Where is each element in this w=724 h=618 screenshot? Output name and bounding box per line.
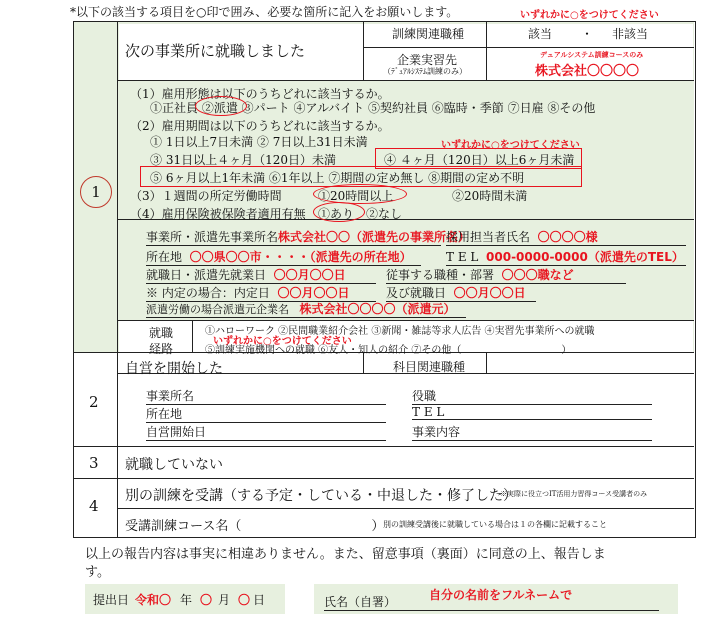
job-field[interactable] [386, 266, 626, 284]
top-note: *以下の該当する項目を○印で囲み、必要な箇所に記入をお願いします。 [70, 5, 459, 19]
start-date-label: 就職日・派遣先就業日 [146, 268, 267, 282]
dispatch-origin-label: 派遣労働の場合派遣元企業名 [146, 303, 289, 316]
section1-number: 1 [80, 176, 112, 208]
business-content-field[interactable]: 事業内容 [412, 423, 652, 441]
q2-option-5-8[interactable]: ⑤ 6ヶ月以上1年未満 ⑥1年以上 ⑦期間の定め無し ⑧期間の定め不明 [150, 171, 525, 185]
self-start-date-field[interactable]: 自営開始日 [146, 423, 386, 441]
address-label: 所在地 [146, 250, 183, 264]
q1-label: （1）雇用形態は以下のうちどれに該当するか。 [130, 87, 390, 101]
business-tel-field[interactable]: T E L [412, 405, 652, 420]
option-no[interactable]: 非該当 [612, 27, 649, 41]
route-options-1[interactable]: ①ハローワーク ②民間職業紹介会社 ③新聞・雑誌等求人広告 ④実習先事業所への就職 [205, 326, 595, 337]
section4-number: 4 [89, 497, 99, 515]
subject-related-label: 科目関連職種 [393, 360, 466, 374]
hire-date-value: 〇〇月〇〇日 [453, 286, 526, 300]
tel-field[interactable] [446, 248, 686, 266]
business-name-field[interactable]: 事業所名 [146, 387, 386, 405]
employer-name-field[interactable] [146, 228, 471, 246]
offer-date-label: ※ 内定の場合：内定日 [146, 286, 270, 300]
q1-selected-oval [195, 96, 247, 116]
start-date-field[interactable] [146, 266, 376, 284]
q2-instruction: いずれかに○をつけてください [441, 140, 580, 151]
q4-selected-oval [313, 202, 365, 222]
q2-option-3[interactable]: ③ 31日以上４ヶ月（120日）未満 [150, 153, 336, 167]
q2-option-4[interactable]: ④ ４ヶ月（120日）以上6ヶ月未満 [384, 153, 575, 167]
section2-number: 2 [89, 393, 99, 411]
address-value: 〇〇県〇〇市・・・・（派遣先の所在地） [189, 250, 412, 264]
practice-label: 企業実習先 [397, 53, 458, 67]
q3-option-2[interactable]: ②20時間未満 [452, 189, 528, 203]
recruiter-value: 〇〇〇〇様 [537, 230, 598, 244]
course-name-field[interactable]: 受講訓練コース名（ ） [125, 519, 385, 534]
top-instruction: いずれかに○をつけてください [520, 10, 659, 21]
q1-options[interactable]: ①正社員 ②派遣 ③パート ④アルバイト ⑤契約社員 ⑥臨時・季節 ⑦日雇 ⑧その他 [150, 101, 596, 115]
q2-label: （2）雇用期間は以下のうちどれに該当するか。 [130, 119, 390, 133]
business-address-field[interactable]: 所在地 [146, 405, 386, 423]
start-date-value: 〇〇月〇〇日 [273, 268, 346, 282]
option-yes[interactable]: 該当 [528, 27, 553, 41]
dispatch-origin-value: 株式会社〇〇〇〇（派遣元） [299, 302, 456, 316]
q3-label: （3）１週間の所定労働時間 [130, 189, 282, 203]
job-label: 従事する職種・部署 [386, 268, 495, 282]
route-options-2[interactable]: ⑤訓練実施機関への就職 ⑥友人・知人の紹介 ⑦その他（ ） [205, 345, 572, 356]
course-note: 別の訓練受講後に就職している場合は１の各欄に記載すること [383, 520, 607, 529]
q4-option-2[interactable]: ②なし [366, 207, 403, 221]
declaration-text: 以上の報告内容は事実に相違ありません。また、留意事項（裏面）に同意の上、報告しま [85, 547, 606, 562]
section1-title: 次の事業所に就職しました [125, 42, 306, 60]
era-value: 令和〇 [135, 593, 172, 607]
practice-sublabel: （ﾃﾞｭｱﾙｼｽﾃﾑ訓練のみ） [383, 67, 467, 76]
training-related-label: 訓練関連職種 [392, 27, 465, 41]
route-instruction: いずれかに○をつけてください [213, 336, 352, 347]
dispatch-origin-field[interactable] [146, 300, 466, 318]
signature-box[interactable] [314, 584, 678, 614]
submit-date-box[interactable] [85, 584, 285, 614]
signature-label: 氏名（自署） [324, 593, 659, 611]
year-label: 年 [180, 593, 193, 607]
recruiter-field[interactable] [446, 228, 686, 246]
section3-number: 3 [89, 454, 99, 472]
q3-selected-oval [313, 184, 407, 204]
route-label-2: 経路 [149, 342, 174, 356]
section3-title[interactable]: 就職していない [125, 457, 223, 473]
day-label: 日 [253, 593, 266, 607]
employer-name-value: 株式会社〇〇（派遣先の事業所名） [278, 230, 471, 244]
month-value: 〇 [200, 593, 213, 607]
q4-label: （4）雇用保険被保険者適用有無 [130, 207, 306, 221]
declaration-text-2: す。 [85, 565, 110, 580]
employer-name-label: 事業所・派遣先事業所名 [146, 230, 279, 244]
job-value: 〇〇〇職など [501, 268, 574, 282]
hire-date-label: 及び就職日 [386, 286, 447, 300]
submit-date-label: 提出日 [93, 593, 130, 607]
day-value: 〇 [238, 593, 251, 607]
recruiter-label: 採用担当者氏名 [446, 230, 531, 244]
signature-instruction: 自分の名前をフルネームで [429, 588, 573, 602]
dual-note: デュアルシステム訓練コースのみ [540, 51, 644, 59]
option-dot: ・ [581, 27, 594, 41]
month-label: 月 [218, 593, 231, 607]
tel-value: 000-0000-0000（派遣先のTEL） [486, 250, 684, 264]
q3-option-1[interactable]: ①20時間以上 [318, 189, 394, 203]
tel-label: T E L [446, 250, 479, 264]
section2-title: 自営を開始した [125, 361, 223, 377]
address-field[interactable] [146, 248, 421, 266]
offer-date-value: 〇〇月〇〇日 [277, 286, 350, 300]
route-label-1: 就職 [149, 326, 174, 340]
q4-option-1[interactable]: ①あり [318, 207, 355, 221]
section4-title[interactable]: 別の訓練を受講（する予定・している・中退した・修了した） [125, 488, 517, 504]
q2-option-1-2[interactable]: ① 1日以上7日未満 ② 7日以上31日未満 [150, 135, 368, 149]
role-field[interactable]: 役職 [412, 387, 652, 405]
section4-note: ※実際に役立つIT活用力習得コース受講者のみ [500, 490, 648, 498]
dual-company: 株式会社〇〇〇〇 [535, 64, 640, 79]
